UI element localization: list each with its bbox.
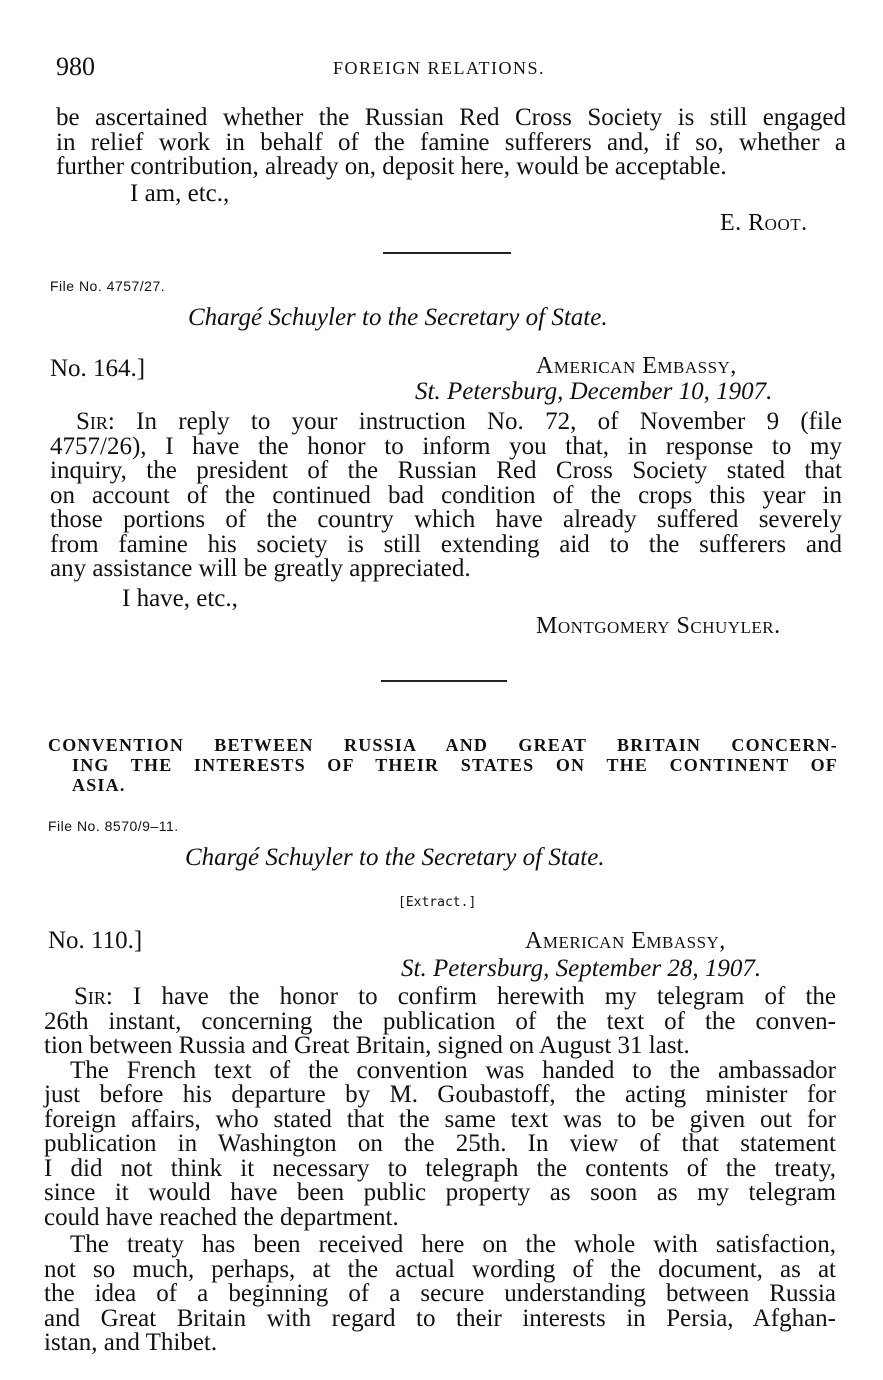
text-line: publication in Washington on the 25th. In view of that statement	[44, 1130, 836, 1157]
text-line: The treaty has been received here on the whole with satisfaction,	[70, 1231, 836, 1258]
text-line: inquiry, the president of the Russian Red Cross Society stated that	[50, 457, 842, 484]
letter-closing: I have, etc.,	[122, 585, 238, 612]
salutation: Sir:	[74, 983, 113, 1010]
text-line: in relief work in behalf of the famine sufferers and, if so, whether a	[56, 128, 846, 156]
text-line: tion between Russia and Great Britain, signed on August 31 last.	[44, 1032, 690, 1059]
text-line: from famine his society is still extending aid to the sufferers and	[50, 530, 842, 558]
text-line: those portions of the country which have already suffered severely	[50, 506, 842, 533]
salutation: Sir:	[76, 408, 115, 435]
text-line: istan, and Thibet.	[44, 1329, 218, 1356]
extract-note: [Extract.]	[398, 895, 477, 910]
letter-body	[50, 410, 842, 582]
text-line: Sir: I have the honor to confirm herewith my telegram of the	[74, 983, 836, 1010]
intro-signature: E. Root.	[720, 210, 808, 236]
divider-rule	[383, 252, 511, 254]
file-number: File No. 4757/27.	[50, 278, 166, 294]
title-line: ASIA.	[72, 775, 126, 795]
letter-heading: Chargé Schuyler to the Secretary of State.	[185, 844, 605, 871]
letter-body	[44, 985, 836, 1356]
intro-paragraph	[56, 106, 846, 180]
text-line: The French text of the convention was handed to the ambassador	[70, 1056, 836, 1084]
embassy-name: American Embassy,	[536, 353, 737, 379]
divider-rule	[381, 680, 507, 682]
text-line: not so much, perhaps, at the actual wording of the document, as at	[44, 1255, 836, 1283]
text-line: any assistance will be greatly appreciated.	[50, 555, 471, 582]
text-line: foreign affairs, who stated that the same text was to be given out for	[44, 1105, 836, 1133]
text-line: further contribution, already on, deposit here, would be acceptable.	[56, 153, 727, 180]
letter-number: No. 164.]	[50, 355, 146, 382]
place-date: St. Petersburg, September 28, 1907.	[401, 955, 762, 982]
text-line: and Great Britain with regard to their interests in Persia, Afghan-	[44, 1304, 836, 1332]
section-title	[48, 735, 838, 795]
page-number: 980	[56, 52, 95, 81]
text-line: since it would have been public property as soon as my telegram	[44, 1179, 836, 1206]
embassy-name: American Embassy,	[525, 928, 726, 954]
intro-closing: I am, etc.,	[130, 180, 230, 207]
text-line: I did not think it necessary to telegraph the contents of the treaty,	[44, 1154, 836, 1182]
letter-number: No. 110.]	[48, 927, 143, 954]
text-line: be ascertained whether the Russian Red Cross Society is still engaged	[56, 104, 846, 131]
text-line: the idea of a beginning of a secure understanding between Russia	[44, 1280, 836, 1307]
text-line: just before his departure by M. Goubastoff, the acting minister for	[44, 1081, 836, 1108]
text-line: could have reached the department.	[44, 1203, 399, 1231]
text-line: on account of the continued bad condition of the crops this year in	[50, 481, 842, 509]
text-line: Sir: In reply to your instruction No. 72, of November 9 (file	[76, 408, 842, 435]
text-line: 26th instant, concerning the publication of the text of the conven-	[44, 1007, 836, 1035]
letter-signature: Montgomery Schuyler.	[536, 613, 781, 639]
place-date: St. Petersburg, December 10, 1907.	[415, 378, 773, 405]
title-line: ING THE INTERESTS OF THEIR STATES ON THE CONTINENT OF	[72, 755, 838, 775]
running-title: FOREIGN RELATIONS.	[333, 58, 546, 78]
title-line: CONVENTION BETWEEN RUSSIA AND GREAT BRITAIN CONCERN-	[48, 735, 838, 755]
file-number: File No. 8570/9–11.	[48, 818, 179, 834]
text-line: 4757/26), I have the honor to inform you that, in response to my	[50, 432, 842, 460]
letter-heading: Chargé Schuyler to the Secretary of State.	[188, 304, 608, 331]
